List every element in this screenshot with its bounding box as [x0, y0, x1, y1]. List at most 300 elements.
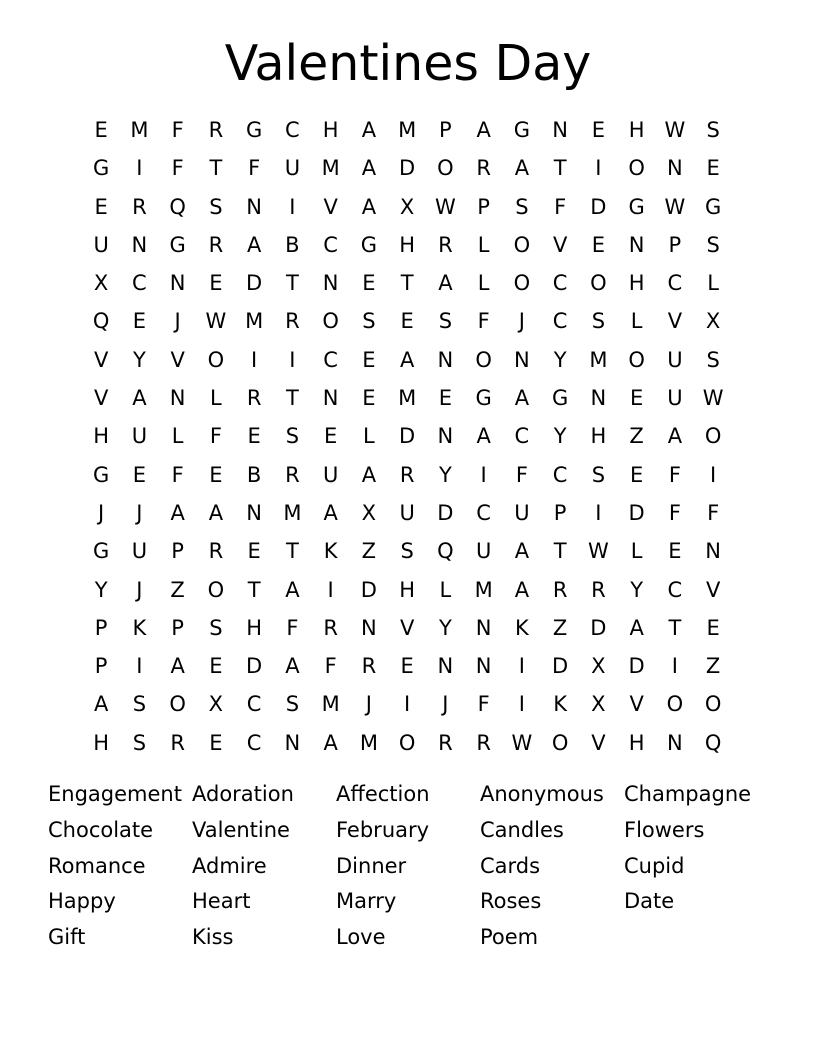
- grid-letter: V: [591, 730, 606, 755]
- grid-letter: U: [284, 156, 301, 181]
- grid-letter: A: [438, 271, 453, 296]
- grid-letter: N: [437, 347, 454, 372]
- grid-letter: M: [398, 118, 417, 142]
- grid-letter: A: [361, 156, 377, 181]
- grid-letter: S: [209, 194, 223, 219]
- grid-letter: R: [285, 462, 300, 487]
- grid-letter: Q: [437, 539, 454, 564]
- grid-letter: W: [664, 118, 686, 142]
- page-title: Valentines Day: [224, 35, 592, 92]
- grid-letter: R: [208, 118, 224, 142]
- grid-letter: K: [514, 615, 529, 640]
- grid-letter: S: [132, 692, 147, 717]
- grid-letter: O: [628, 156, 645, 181]
- grid-letter: E: [247, 424, 261, 449]
- grid-letter: W: [511, 730, 533, 755]
- grid-letter: R: [246, 386, 262, 411]
- grid-letter: J: [174, 309, 181, 334]
- grid-letter: R: [476, 156, 491, 181]
- grid-letter: R: [438, 232, 453, 257]
- grid-letter: G: [92, 156, 110, 181]
- grid-letter: E: [400, 309, 414, 334]
- word-list-item: Admire: [192, 853, 267, 878]
- grid-letter: Y: [438, 615, 452, 640]
- grid-letter: U: [667, 347, 683, 372]
- grid-letter: T: [400, 271, 414, 296]
- grid-letter: F: [554, 194, 567, 219]
- grid-letter: E: [323, 424, 338, 449]
- word-list-item: Dinner: [336, 853, 407, 878]
- grid-letter: G: [360, 232, 378, 257]
- grid-letter: L: [363, 424, 375, 449]
- word-list-item: Kiss: [192, 925, 234, 950]
- grid-letter: F: [171, 462, 184, 487]
- grid-letter: X: [361, 500, 377, 525]
- grid-letter: F: [477, 309, 490, 334]
- grid-letter: N: [552, 118, 568, 142]
- grid-letter: I: [595, 500, 602, 525]
- grid-letter: I: [136, 654, 143, 679]
- grid-letter: N: [246, 500, 262, 525]
- grid-letter: S: [591, 462, 606, 487]
- grid-letter: S: [706, 347, 720, 372]
- grid-letter: W: [702, 386, 724, 411]
- grid-letter: H: [322, 118, 339, 142]
- grid-letter: I: [136, 156, 143, 181]
- grid-letter: Y: [630, 577, 644, 602]
- grid-letter: U: [131, 424, 148, 449]
- grid-letter: N: [131, 232, 148, 257]
- grid-letter: A: [361, 118, 377, 142]
- grid-letter: Q: [169, 194, 186, 219]
- grid-letter: C: [476, 500, 491, 525]
- grid-letter: P: [94, 654, 108, 679]
- grid-letter: W: [587, 539, 609, 564]
- grid-letter: E: [209, 462, 223, 487]
- grid-letter: G: [513, 118, 531, 142]
- grid-letter: M: [130, 118, 149, 142]
- grid-letter: X: [705, 309, 721, 334]
- grid-letter: S: [438, 309, 453, 334]
- grid-letter: K: [323, 539, 338, 564]
- grid-letter: G: [169, 232, 186, 257]
- grid-letter: C: [132, 271, 147, 296]
- grid-letter: F: [668, 462, 681, 487]
- grid-letter: U: [93, 232, 109, 257]
- grid-letter: P: [94, 615, 108, 640]
- grid-letter: P: [171, 539, 184, 564]
- grid-letter: Y: [94, 577, 108, 602]
- grid-letter: F: [248, 156, 261, 181]
- grid-letter: L: [707, 271, 719, 296]
- grid-letter: I: [480, 462, 487, 487]
- grid-letter: H: [628, 118, 645, 142]
- grid-letter: V: [323, 194, 338, 219]
- grid-letter: G: [92, 462, 110, 487]
- grid-letter: D: [246, 271, 263, 296]
- grid-letter: C: [285, 118, 300, 142]
- word-list-item: Roses: [480, 889, 542, 914]
- grid-letter: N: [361, 615, 377, 640]
- grid-letter: R: [399, 462, 415, 487]
- word-list-item: Champagne: [624, 782, 752, 806]
- grid-letter: E: [668, 539, 682, 564]
- grid-letter: T: [247, 577, 261, 602]
- grid-letter: L: [477, 271, 490, 296]
- grid-letter: H: [93, 424, 110, 449]
- grid-letter: N: [284, 730, 301, 755]
- grid-letter: P: [439, 118, 452, 142]
- grid-letter: G: [245, 118, 263, 142]
- grid-letter: F: [668, 500, 681, 525]
- word-list: [48, 777, 768, 956]
- grid-letter: A: [132, 386, 147, 411]
- grid-letter: Z: [629, 424, 644, 449]
- grid-letter: N: [628, 232, 645, 257]
- grid-letter: N: [475, 615, 492, 640]
- grid-letter: K: [553, 692, 568, 717]
- grid-letter: X: [591, 692, 606, 717]
- grid-letter: U: [667, 386, 683, 411]
- word-list-item: Valentine: [192, 817, 290, 842]
- grid-letter: E: [362, 271, 376, 296]
- grid-letter: L: [210, 386, 222, 411]
- grid-letter: D: [360, 577, 377, 602]
- grid-letter: I: [518, 692, 525, 717]
- grid-letter: C: [667, 577, 683, 602]
- grid-letter: R: [170, 730, 185, 755]
- grid-letter: A: [514, 386, 530, 411]
- grid-letter: P: [171, 615, 184, 640]
- grid-letter: N: [322, 271, 339, 296]
- grid-letter: D: [552, 654, 569, 679]
- grid-letter: C: [514, 424, 530, 449]
- grid-letter: G: [628, 194, 645, 219]
- grid-letter: C: [246, 692, 262, 717]
- grid-letter: M: [245, 309, 264, 334]
- grid-letter: A: [208, 500, 224, 525]
- grid-letter: F: [209, 424, 222, 449]
- grid-letter: D: [628, 654, 645, 679]
- grid-letter: I: [289, 347, 296, 372]
- grid-letter: O: [513, 271, 531, 296]
- grid-letter: V: [629, 692, 644, 717]
- grid-letter: I: [251, 347, 258, 372]
- grid-letter: U: [475, 539, 492, 564]
- word-list-item: Candles: [480, 817, 564, 842]
- grid-letter: G: [704, 194, 722, 219]
- grid-letter: L: [439, 577, 452, 602]
- grid-letter: J: [442, 692, 449, 717]
- grid-letter: S: [132, 730, 147, 755]
- grid-letter: T: [209, 156, 223, 181]
- grid-letter: C: [552, 462, 568, 487]
- grid-letter: O: [666, 692, 684, 717]
- grid-letter: T: [285, 271, 299, 296]
- grid-letter: A: [170, 500, 185, 525]
- grid-letter: E: [132, 462, 147, 487]
- grid-letter: A: [514, 577, 530, 602]
- grid-letter: N: [437, 424, 454, 449]
- grid-letter: O: [551, 730, 569, 755]
- grid-letter: E: [629, 386, 644, 411]
- grid-letter: E: [94, 194, 108, 219]
- grid-letter: A: [629, 615, 644, 640]
- grid-letter: E: [209, 654, 223, 679]
- grid-letter: F: [515, 462, 528, 487]
- grid-letter: A: [170, 654, 185, 679]
- grid-letter: I: [404, 692, 411, 717]
- grid-letter: O: [628, 347, 645, 372]
- grid-letter: J: [365, 692, 372, 717]
- grid-letter: S: [285, 424, 300, 449]
- grid-letter: R: [208, 539, 224, 564]
- grid-letter: M: [321, 156, 340, 181]
- grid-letter: L: [477, 232, 490, 257]
- word-list-item: Cupid: [624, 853, 685, 878]
- grid-letter: F: [477, 692, 490, 717]
- grid-letter: P: [668, 232, 682, 257]
- grid-letter: S: [706, 118, 720, 142]
- grid-letter: U: [514, 500, 530, 525]
- grid-letter: N: [169, 271, 186, 296]
- grid-letter: X: [399, 194, 415, 219]
- grid-letter: G: [551, 386, 569, 411]
- grid-letter: O: [169, 692, 186, 717]
- grid-letter: W: [664, 194, 686, 219]
- grid-letter: C: [323, 232, 338, 257]
- grid-letter: E: [706, 615, 720, 640]
- grid-letter: N: [590, 386, 607, 411]
- word-list-item: Adoration: [192, 782, 294, 806]
- grid-letter: H: [399, 577, 416, 602]
- grid-letter: Q: [704, 730, 722, 755]
- word-list-item: February: [336, 817, 430, 842]
- grid-letter: T: [285, 386, 299, 411]
- grid-letter: R: [438, 730, 453, 755]
- grid-letter: V: [552, 232, 568, 257]
- grid-letter: I: [518, 654, 525, 679]
- grid-letter: X: [93, 271, 109, 296]
- grid-letter: F: [286, 615, 299, 640]
- grid-letter: R: [208, 232, 224, 257]
- grid-letter: I: [595, 156, 602, 181]
- grid-letter: N: [437, 654, 454, 679]
- grid-letter: K: [132, 615, 147, 640]
- grid-letter: E: [362, 347, 376, 372]
- word-list-item: Romance: [48, 853, 146, 878]
- grid-letter: N: [246, 194, 262, 219]
- grid-letter: C: [667, 271, 683, 296]
- grid-letter: V: [399, 615, 415, 640]
- grid-letter: J: [518, 309, 525, 334]
- grid-letter: N: [667, 730, 683, 755]
- grid-letter: R: [591, 577, 606, 602]
- word-list-item: Anonymous: [480, 782, 604, 806]
- grid-letter: S: [515, 194, 529, 219]
- grid-letter: O: [704, 424, 722, 449]
- grid-letter: V: [667, 309, 683, 334]
- grid-letter: N: [169, 386, 186, 411]
- grid-letter: V: [93, 347, 109, 372]
- grid-letter: E: [591, 118, 606, 142]
- grid-letter: L: [630, 309, 643, 334]
- grid-letter: E: [400, 654, 414, 679]
- grid-letter: A: [361, 194, 377, 219]
- grid-letter: S: [591, 309, 606, 334]
- grid-letter: Z: [705, 654, 721, 679]
- grid-letter: O: [475, 347, 492, 372]
- grid-letter: F: [171, 156, 184, 181]
- grid-letter: E: [629, 462, 644, 487]
- grid-letter: J: [98, 500, 105, 525]
- grid-letter: D: [628, 500, 645, 525]
- grid-letter: O: [590, 271, 607, 296]
- grid-letter: N: [322, 386, 339, 411]
- grid-letter: J: [136, 577, 143, 602]
- grid-letter: R: [476, 730, 491, 755]
- grid-letter: C: [552, 271, 568, 296]
- grid-letter: O: [207, 347, 225, 372]
- grid-letter: A: [514, 539, 530, 564]
- grid-letter: B: [285, 232, 300, 257]
- grid-letter: L: [630, 539, 643, 564]
- grid-letter: A: [323, 500, 338, 525]
- grid-letter: F: [324, 654, 337, 679]
- grid-letter: N: [667, 156, 683, 181]
- grid-letter: T: [553, 156, 567, 181]
- grid-letter: E: [209, 271, 223, 296]
- grid-letter: Z: [170, 577, 185, 602]
- grid-letter: H: [399, 232, 416, 257]
- grid-letter: H: [590, 424, 607, 449]
- grid-letter: A: [93, 692, 109, 717]
- grid-letter: D: [437, 500, 454, 525]
- grid-letter: Q: [92, 309, 110, 334]
- word-list-item: Affection: [336, 782, 430, 806]
- grid-letter: R: [552, 577, 568, 602]
- grid-letter: M: [359, 730, 378, 755]
- grid-letter: C: [246, 730, 262, 755]
- grid-letter: D: [399, 424, 416, 449]
- grid-letter: O: [437, 156, 454, 181]
- grid-letter: C: [552, 309, 568, 334]
- grid-letter: A: [246, 232, 262, 257]
- grid-letter: E: [209, 730, 223, 755]
- grid-letter: H: [93, 730, 110, 755]
- grid-letter: S: [400, 539, 414, 564]
- grid-letter: U: [131, 539, 148, 564]
- grid-letter: E: [362, 386, 376, 411]
- grid-letter: E: [247, 539, 261, 564]
- grid-letter: I: [289, 194, 296, 219]
- grid-letter: U: [399, 500, 415, 525]
- word-list-item: Engagement: [48, 782, 182, 806]
- grid-letter: E: [94, 118, 108, 142]
- grid-letter: A: [399, 347, 415, 372]
- word-list-item: Date: [624, 889, 675, 914]
- grid-letter: I: [671, 654, 678, 679]
- grid-letter: W: [205, 309, 227, 334]
- grid-letter: V: [170, 347, 185, 372]
- grid-letter: R: [285, 309, 300, 334]
- letter-grid: [82, 111, 732, 762]
- grid-letter: U: [322, 462, 339, 487]
- grid-letter: B: [246, 462, 262, 487]
- grid-letter: E: [438, 386, 453, 411]
- word-list-item: Love: [336, 925, 386, 950]
- grid-letter: D: [590, 615, 607, 640]
- grid-letter: S: [706, 232, 720, 257]
- grid-letter: F: [171, 118, 184, 142]
- word-list-item: Heart: [192, 889, 251, 914]
- grid-letter: M: [474, 577, 493, 602]
- grid-letter: D: [590, 194, 607, 219]
- grid-letter: D: [399, 156, 416, 181]
- grid-letter: S: [209, 615, 223, 640]
- grid-letter: S: [362, 309, 376, 334]
- word-list-item: Marry: [336, 889, 397, 914]
- grid-letter: T: [553, 539, 567, 564]
- grid-letter: P: [553, 500, 567, 525]
- grid-letter: G: [92, 539, 110, 564]
- grid-letter: A: [285, 654, 300, 679]
- grid-letter: E: [132, 309, 147, 334]
- grid-letter: A: [667, 424, 683, 449]
- grid-letter: A: [323, 730, 338, 755]
- grid-letter: G: [475, 386, 492, 411]
- grid-letter: A: [285, 577, 300, 602]
- grid-letter: O: [513, 232, 531, 257]
- word-list-item: Chocolate: [48, 817, 154, 842]
- grid-letter: M: [589, 347, 608, 372]
- grid-letter: D: [246, 654, 263, 679]
- grid-letter: C: [323, 347, 338, 372]
- word-list-item: Cards: [480, 853, 541, 878]
- grid-letter: P: [477, 194, 490, 219]
- grid-letter: W: [434, 194, 456, 219]
- grid-letter: H: [628, 271, 645, 296]
- grid-letter: X: [208, 692, 224, 717]
- grid-letter: F: [707, 500, 720, 525]
- grid-letter: I: [710, 462, 717, 487]
- grid-letter: O: [322, 309, 339, 334]
- grid-letter: V: [93, 386, 109, 411]
- grid-letter: M: [283, 500, 302, 525]
- grid-letter: V: [705, 577, 721, 602]
- word-list-item: Flowers: [624, 817, 705, 842]
- grid-letter: A: [476, 424, 491, 449]
- grid-letter: O: [398, 730, 416, 755]
- word-list-item: Poem: [480, 925, 539, 950]
- grid-letter: E: [591, 232, 606, 257]
- grid-letter: Z: [361, 539, 377, 564]
- word-list-item: Happy: [48, 889, 116, 914]
- grid-letter: Y: [438, 462, 452, 487]
- grid-letter: R: [361, 654, 377, 679]
- grid-letter: N: [475, 654, 492, 679]
- grid-letter: Y: [553, 347, 567, 372]
- grid-letter: R: [323, 615, 338, 640]
- grid-letter: R: [132, 194, 147, 219]
- grid-letter: O: [704, 692, 722, 717]
- grid-letter: E: [706, 156, 720, 181]
- grid-letter: Y: [132, 347, 146, 372]
- grid-letter: Y: [553, 424, 567, 449]
- grid-letter: M: [321, 692, 340, 717]
- grid-letter: A: [514, 156, 530, 181]
- grid-letter: H: [628, 730, 645, 755]
